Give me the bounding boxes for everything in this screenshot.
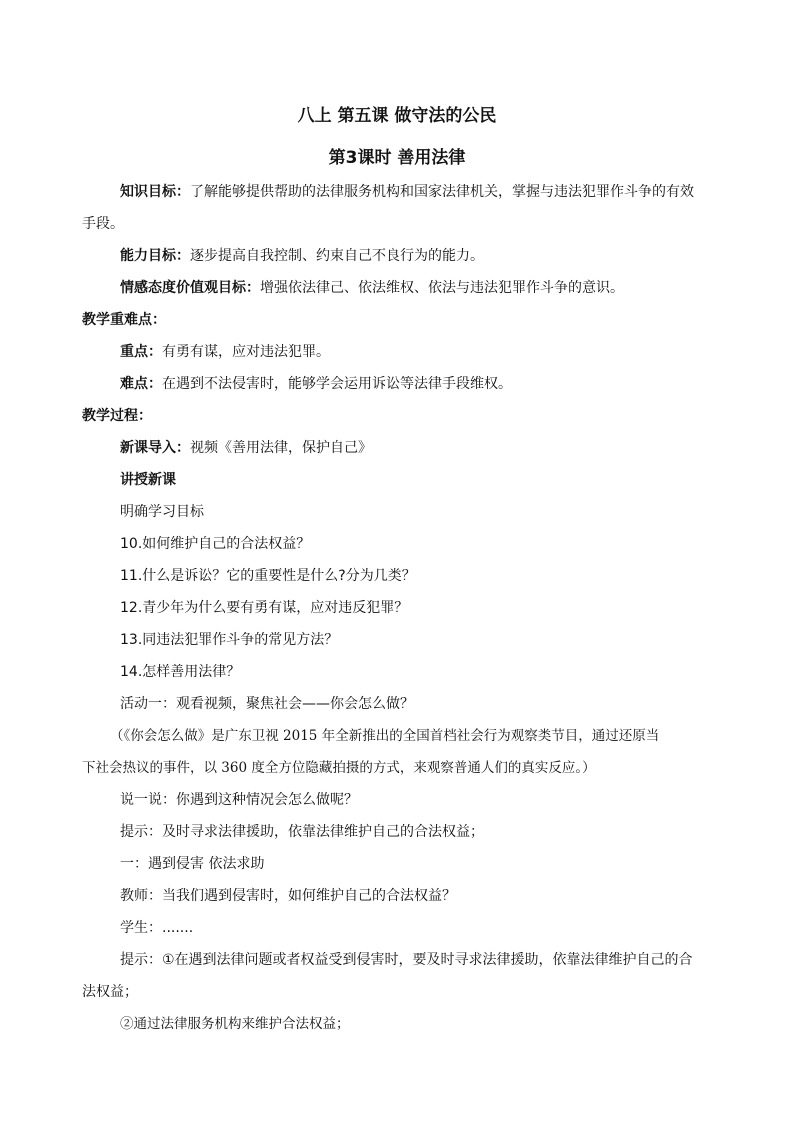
lesson-intro-label: 新课导入： [120,440,190,456]
emotion-goal [120,278,624,298]
program-note-line: （《你会怎么做》是广东卫视 2015 年全新推出的全国首档社会行为观察类节目，通过还原当 [110,728,660,744]
lesson-intro-text: 视频《善用法律，保护自己》 [190,440,372,456]
key-point-label: 重点： [120,344,162,360]
goal-item: 14.怎样善用法律？ [120,664,241,680]
emotion-goal-text: 增强依法律己、依法维权、依法与违法犯罪作斗争的意识。 [260,280,624,296]
knowledge-goal [120,182,694,202]
document-title: 八上 第五课 做守法的公民 [297,106,497,126]
document-subtitle: 第3课时 善用法律 [328,148,466,168]
hint-item: ②通过法律服务机构来维护合法权益； [120,1016,350,1032]
key-difficult-heading: 教学重难点： [82,312,166,328]
hint-paragraph-continued: 法权益； [82,984,138,1000]
activity-one: 活动一：观看视频，聚焦社会——你会怎么做？ [120,696,414,712]
new-lesson-heading: 讲授新课 [120,472,176,488]
goal-item: 13.同违法犯罪作斗争的常见方法？ [120,632,339,648]
teacher-question: 教师：当我们遇到侵害时，如何维护自己的合法权益？ [120,888,456,904]
section-heading: 一：遇到侵害 依法求助 [120,856,265,872]
key-point [120,342,330,362]
hint-paragraph: 提示：①在遇到法律问题或者权益受到侵害时，要及时寻求法律援助，依靠法律维护自己的合 [120,952,693,968]
goal-item: 12.青少年为什么要有勇有谋，应对违反犯罪？ [120,600,409,616]
student-answer: 学生：....... [120,920,194,936]
goals-heading: 明确学习目标 [120,504,204,520]
knowledge-goal-text: 了解能够提供帮助的法律服务机构和国家法律机关，掌握与违法犯罪作斗争的有效 [190,184,694,200]
difficult-point-label: 难点： [120,376,162,392]
emotion-goal-label: 情感态度价值观目标： [120,280,260,296]
goal-item: 10.如何维护自己的合法权益？ [120,536,311,552]
goal-item: 11.什么是诉讼？它的重要性是什么?分为几类？ [120,568,416,584]
discussion-prompt: 说一说：你遇到这种情况会怎么做呢？ [120,792,358,808]
process-heading: 教学过程： [82,408,152,424]
difficult-point [120,374,512,394]
ability-goal-label: 能力目标： [120,248,190,264]
key-point-text: 有勇有谋，应对违法犯罪。 [162,344,330,360]
hint-paragraph: 提示：及时寻求法律援助，依靠法律维护自己的合法权益； [120,824,484,840]
knowledge-goal-continued: 手段。 [82,216,124,232]
knowledge-goal-label: 知识目标： [120,184,190,200]
ability-goal-text: 逐步提高自我控制、约束自己不良行为的能力。 [190,248,484,264]
difficult-point-text: 在遇到不法侵害时，能够学会运用诉讼等法律手段维权。 [162,376,512,392]
ability-goal [120,246,484,266]
lesson-intro [120,438,372,458]
program-note-line: 下社会热议的事件，以 360 度全方位隐藏拍摄的方式，来观察普通人们的真实反应。） [82,760,596,776]
